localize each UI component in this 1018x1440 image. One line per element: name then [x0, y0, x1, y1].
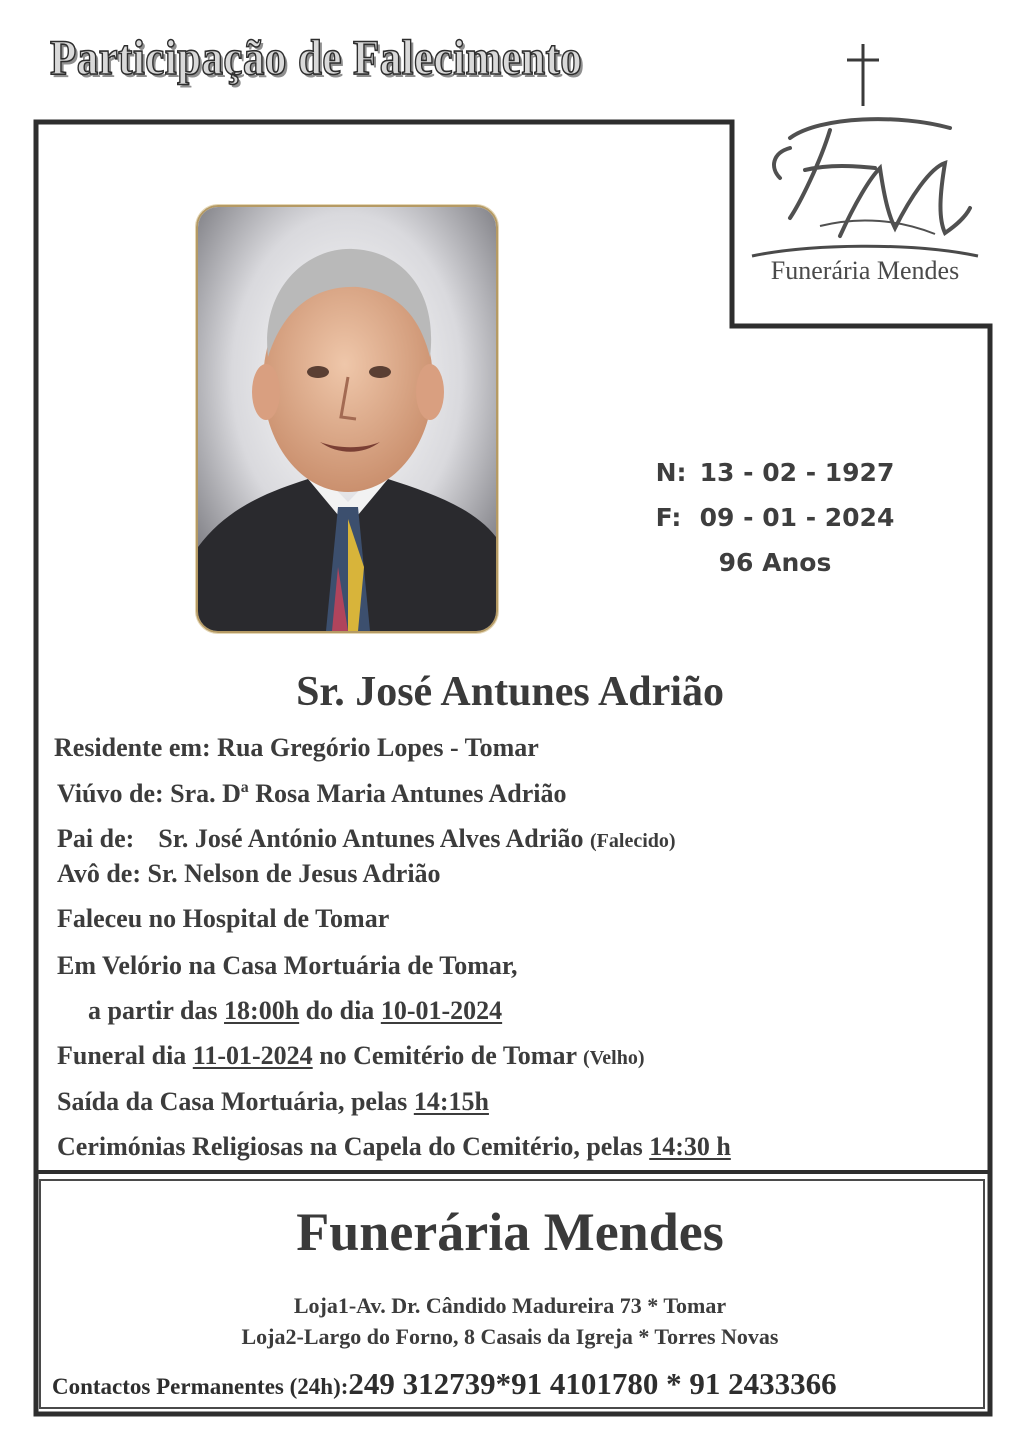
father-note: (Falecido): [590, 830, 676, 852]
wake-from-text: a partir das: [88, 996, 218, 1025]
footer-brand-title: Funerária Mendes: [296, 1202, 724, 1262]
funeral-date: 11-01-2024: [192, 1041, 313, 1070]
birth-date: 13 - 02 - 1927: [699, 458, 895, 487]
age: 96 Anos: [718, 548, 832, 577]
wake-date: 10-01-2024: [380, 996, 503, 1025]
cross-icon: [838, 40, 888, 110]
widower-line: Viúvo de: Sra. Dª Rosa Maria Antunes Adrião: [57, 779, 567, 808]
wake-time-line: [88, 996, 502, 1026]
wake-day-text: do dia: [305, 996, 375, 1025]
departure-line: [57, 1087, 489, 1117]
death-date-row: [600, 495, 950, 540]
departure-text: Saída da Casa Mortuária, pelas: [57, 1087, 408, 1116]
funeral-text: Funeral dia: [57, 1041, 187, 1070]
death-date: 09 - 01 - 2024: [699, 503, 895, 532]
died-at-line: Faleceu no Hospital de Tomar: [57, 904, 390, 933]
ceremony-line: [57, 1132, 731, 1162]
residence-line: Residente em: Rua Gregório Lopes - Tomar: [54, 733, 539, 762]
funeral-line: [57, 1041, 645, 1071]
store-1-address: Loja1-Av. Dr. Cândido Madureira 73 * Tomar: [293, 1293, 727, 1318]
death-label: F:: [655, 503, 682, 532]
contacts-line: [52, 1366, 837, 1402]
funeral-note: (Velho): [583, 1047, 645, 1069]
ceremony-time: 14:30 h: [649, 1132, 731, 1161]
store-2-address: Loja2-Largo do Forno, 8 Casais da Igreja * Torres Novas: [241, 1324, 779, 1349]
birth-date-row: [600, 450, 950, 495]
father-text: Sr. José António Antunes Alves Adrião: [158, 824, 584, 853]
funeral-place: no Cemitério de Tomar: [319, 1041, 577, 1070]
deceased-name: Sr. José Antunes Adrião: [296, 669, 724, 715]
birth-label: N:: [655, 458, 687, 487]
contacts-label: Contactos Permanentes (24h):: [52, 1374, 349, 1399]
brand-name: Funerária Mendes: [770, 256, 960, 285]
father-line: [57, 824, 676, 854]
wake-line: Em Velório na Casa Mortuária de Tomar,: [57, 951, 518, 980]
contacts-numbers: 249 312739*91 4101780 * 91 2433366: [348, 1366, 837, 1401]
father-label: Pai de:: [57, 824, 135, 853]
grandfather-line: Avô de: Sr. Nelson de Jesus Adrião: [57, 859, 441, 888]
life-dates: [600, 450, 950, 585]
departure-time: 14:15h: [413, 1087, 489, 1116]
fm-monogram-logo: [760, 108, 990, 248]
portrait-photo: [196, 205, 498, 633]
page-title: Participação de Falecimento: [50, 29, 583, 85]
wake-time: 18:00h: [224, 996, 300, 1025]
ceremony-text: Cerimónias Religiosas na Capela do Cemitério, pelas: [57, 1132, 643, 1161]
